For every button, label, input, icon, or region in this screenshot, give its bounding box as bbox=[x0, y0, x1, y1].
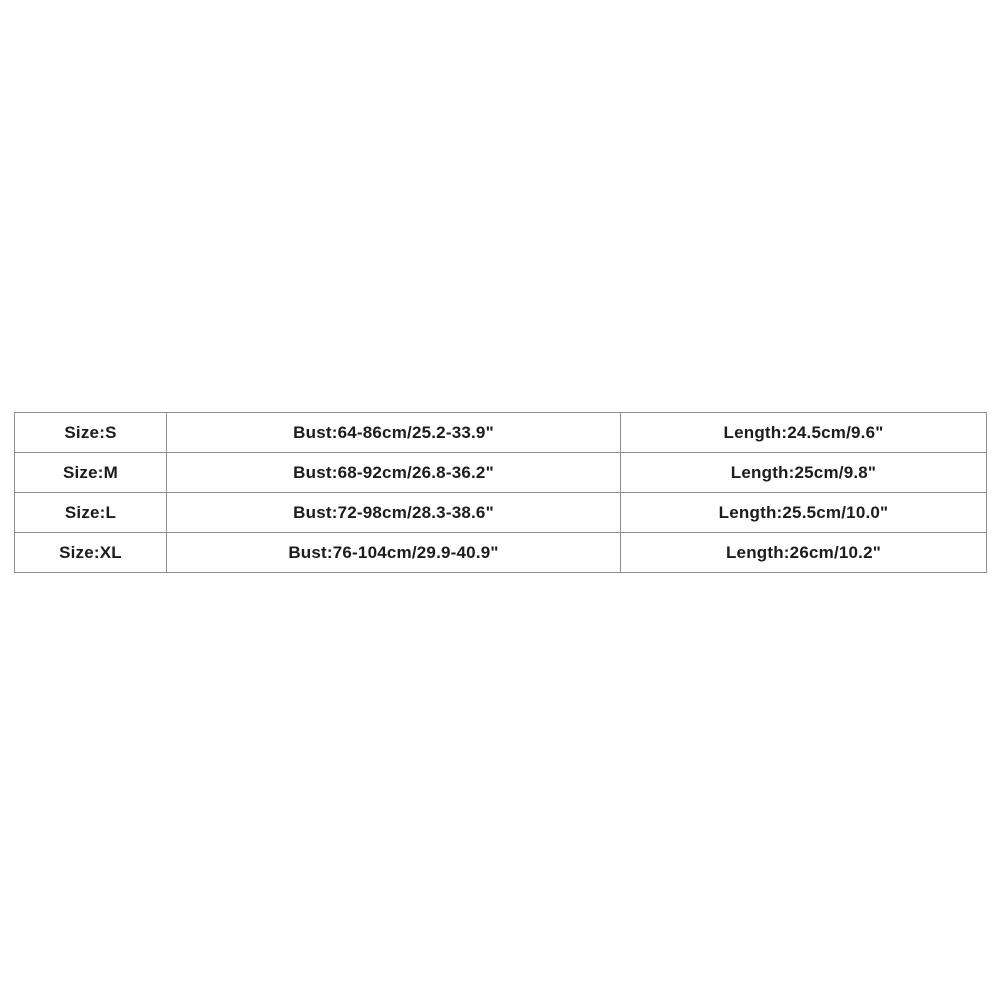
table-row bbox=[15, 453, 987, 493]
bust-cell: Bust:76-104cm/29.9-40.9" bbox=[167, 533, 621, 573]
table-row bbox=[15, 413, 987, 453]
bust-cell: Bust:64-86cm/25.2-33.9" bbox=[167, 413, 621, 453]
table-row bbox=[15, 533, 987, 573]
bust-cell: Bust:68-92cm/26.8-36.2" bbox=[167, 453, 621, 493]
length-cell: Length:24.5cm/9.6" bbox=[621, 413, 987, 453]
length-cell: Length:25.5cm/10.0" bbox=[621, 493, 987, 533]
bust-cell: Bust:72-98cm/28.3-38.6" bbox=[167, 493, 621, 533]
length-cell: Length:26cm/10.2" bbox=[621, 533, 987, 573]
size-cell: Size:M bbox=[15, 453, 167, 493]
size-cell: Size:L bbox=[15, 493, 167, 533]
size-chart-table bbox=[14, 412, 987, 573]
size-cell: Size:XL bbox=[15, 533, 167, 573]
table-row bbox=[15, 493, 987, 533]
length-cell: Length:25cm/9.8" bbox=[621, 453, 987, 493]
size-cell: Size:S bbox=[15, 413, 167, 453]
